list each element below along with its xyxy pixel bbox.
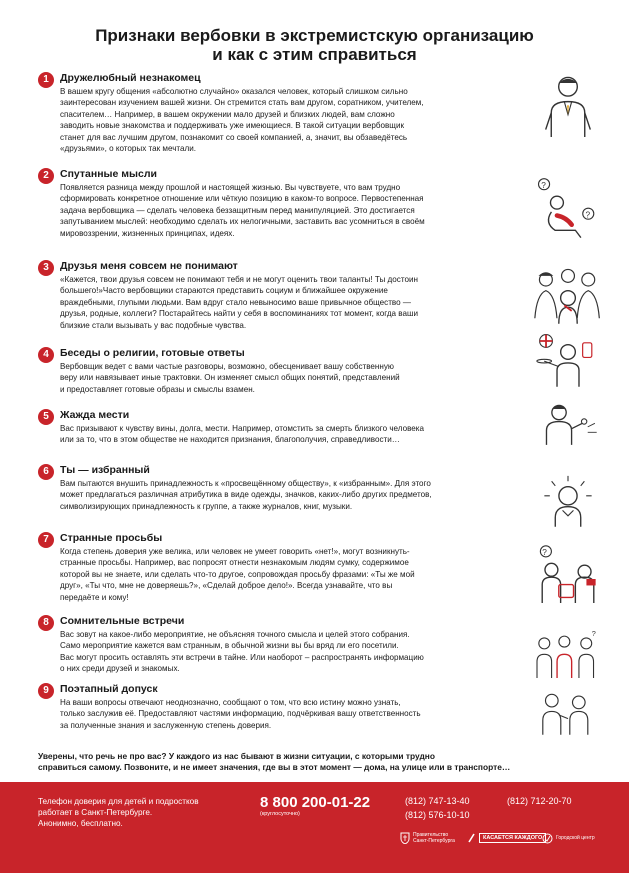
center-logo: Городской центр bbox=[542, 832, 596, 844]
item-title: Жажда мести bbox=[60, 409, 130, 421]
revenge-icon bbox=[528, 400, 608, 457]
hotline-hours: (круглосуточно) bbox=[260, 811, 300, 817]
item-number-badge: 8 bbox=[38, 615, 54, 631]
svg-text:?: ? bbox=[585, 210, 591, 220]
item-description bbox=[60, 478, 528, 512]
description-line: странные просьбы. Например, вас попросят отнести незнакомым людям сумку, содержимое bbox=[60, 558, 409, 568]
center-mark-icon bbox=[542, 833, 553, 844]
item-title: Поэтапный допуск bbox=[60, 683, 158, 695]
coat-of-arms-icon bbox=[400, 832, 410, 844]
description-line: символизирующих принадлежность к группе, а также журналов, книг, музыки. bbox=[60, 501, 353, 511]
description-line: и предоставляет готовые образы и смыслы взамен. bbox=[60, 384, 255, 394]
item-description bbox=[60, 423, 528, 446]
description-line: На ваши вопросы отвечают неоднозначно, сообщают о том, что всю истину можно узнать, bbox=[60, 698, 401, 707]
description-line: Вас призывают к чувству вины, долга, мести. Например, отомстить за смерть близкого человека bbox=[60, 424, 425, 433]
item-number-badge: 4 bbox=[38, 347, 54, 363]
description-line: Вас могут просить оставлять эти встречи в тайне. Или наоборот – распространять информацию bbox=[60, 652, 424, 662]
description-line: задача вербовщика — сделать человека беззащитным перед манипуляцией. Это достигается bbox=[60, 205, 415, 215]
item-description bbox=[60, 546, 528, 603]
contact-band bbox=[0, 782, 629, 873]
description-line: близкие стали вызывать у вас подобные чувства. bbox=[60, 320, 247, 330]
item-title: Ты — избранный bbox=[60, 464, 150, 476]
description-line: заинтересован изучением вашей жизни. Он стремится стать вам другом, соратником, учителем, bbox=[60, 98, 424, 108]
phone-2[interactable]: (812) 712-20-70 bbox=[507, 796, 572, 806]
description-line: веру или навязывает иные трактовки. Он изменяет смысл общих понятий, представлений bbox=[60, 373, 400, 383]
page-title: Признаки вербовки в экстремистскую организацию и как с этим справиться bbox=[95, 26, 534, 64]
description-line: «друзьями», о которых так мечтали. bbox=[60, 144, 197, 154]
description-line: запутыванием мыслей: необходимо сделать их нелогичными, заставить вас усомниться в своём bbox=[60, 217, 425, 227]
government-logo: Правительство Санкт-Петербурга bbox=[400, 832, 455, 844]
description-line: В вашем кругу общения «абсолютно случайно» оказался человек, который слишком сильно bbox=[60, 87, 408, 96]
description-line: может предлагаться различная атрибутика в виде одежды, значков, каких-либо других предметов, bbox=[60, 490, 432, 500]
description-line: Когда степень доверия уже велика, или человек не умеет говорить «нет!», могут возникнуть- bbox=[60, 547, 410, 556]
item-number-badge: 6 bbox=[38, 464, 54, 480]
description-line: враждебными, глупыми людьми. Вам вдруг стало невыносимо ваше привычное общество — bbox=[60, 297, 411, 307]
phone-3[interactable]: (812) 576-10-10 bbox=[405, 810, 470, 820]
campaign-mark-icon bbox=[468, 833, 476, 843]
item-title: Друзья меня совсем не понимают bbox=[60, 260, 238, 272]
strange-request-icon bbox=[528, 544, 608, 619]
campaign-logo: КАСАЕТСЯ КАЖДОГО bbox=[468, 832, 546, 844]
description-line: заводить новые знакомства и поддерживать уже имеющиеся. В такой ситуации вербовщик bbox=[60, 121, 405, 131]
item-number-badge: 2 bbox=[38, 168, 54, 184]
phone-1[interactable]: (812) 747-13-40 bbox=[405, 796, 470, 806]
description-line: мировоззрении, жизненных принципах, идеях. bbox=[60, 228, 235, 238]
item-number-badge: 9 bbox=[38, 683, 54, 699]
svg-text:?: ? bbox=[541, 180, 546, 190]
description-line: Вам пытаются внушить принадлежность к «просвещённому обществу», к «избранным». Для этого bbox=[60, 479, 431, 488]
chosen-one-icon bbox=[528, 474, 608, 539]
svg-text:?: ? bbox=[591, 629, 596, 639]
description-line: Вас зовут на какое-либо мероприятие, не объясняя точного смысла и целей этого собрания. bbox=[60, 630, 410, 639]
description-line: о них среди друзей и знакомых. bbox=[60, 664, 180, 674]
description-line: Само мероприятие кажется вам странным, в обычной жизни вы бы вряд ли его посетили. bbox=[60, 641, 399, 651]
helpline-description: Телефон доверия для детей и подростков работает в Санкт-Петербурге. Анонимно, бесплатно. bbox=[38, 797, 199, 828]
description-line: передаёте и кому! bbox=[60, 592, 129, 602]
description-line: Появляется разница между прошлой и настоящей жизнью. Вы чувствуете, что вам трудно bbox=[60, 183, 401, 192]
item-description bbox=[60, 697, 528, 731]
friendly-stranger-icon bbox=[528, 70, 608, 155]
item-number-badge: 5 bbox=[38, 409, 54, 425]
item-title: Спутанные мысли bbox=[60, 168, 157, 180]
footer-note: Уверены, что речь не про вас? У каждого из нас бывают в жизни ситуации, с которыми трудно справиться самому. Позвоните, и не имеет значения, где вы в этот момент — дома, на улице или в транспорте… bbox=[38, 751, 511, 772]
suspicious-meeting-icon bbox=[528, 627, 608, 694]
confused-person-icon bbox=[528, 175, 608, 250]
item-title: Дружелюбный незнакомец bbox=[60, 72, 201, 84]
description-line: друг», «Ты что, мне не доверяешь?», «Сделай доброе дело!». Всегда узнавайте, что вы bbox=[60, 581, 393, 591]
item-number-badge: 7 bbox=[38, 532, 54, 548]
misunderstood-friends-icon bbox=[528, 263, 608, 338]
description-line: Вербовщик ведет с вами частые разговоры, возможно, обесценивает вашу собственную bbox=[60, 362, 394, 371]
description-line: сформировать конкретное отношение или чёткую позицию в каком-то вопросе. Первостепенная bbox=[60, 194, 424, 204]
svg-text:?: ? bbox=[542, 548, 547, 558]
description-line: станет для вас лучшим другом, познакомит со своей компанией, а, значит, вы обзаведётесь bbox=[60, 132, 408, 142]
description-line: «Кажется, твои друзья совсем не понимают тебя и не могут оценить твои таланты! Ты достоин bbox=[60, 275, 418, 284]
description-line: спасителем… Например, в вашем окружении мало друзей и близких людей, вам сложно bbox=[60, 109, 395, 119]
item-title: Странные просьбы bbox=[60, 532, 163, 544]
description-line: которой вы не знаете, или сделать что-то другое, сопровождая просьбу фразами: «Ты же мой bbox=[60, 569, 415, 579]
item-description bbox=[60, 629, 528, 675]
item-number-badge: 3 bbox=[38, 260, 54, 276]
gradual-access-icon bbox=[528, 688, 608, 747]
item-description bbox=[60, 86, 528, 154]
item-description bbox=[60, 274, 528, 331]
item-description bbox=[60, 361, 528, 395]
hotline-number[interactable]: 8 800 200-01-22 bbox=[260, 794, 371, 811]
item-title: Сомнительные встречи bbox=[60, 615, 185, 627]
item-title: Беседы о религии, готовые ответы bbox=[60, 347, 245, 359]
item-description bbox=[60, 182, 528, 239]
religion-talk-icon bbox=[528, 330, 608, 400]
description-line: или за то, что в этом обществе не находится признания, благополучия, справедливости… bbox=[60, 435, 400, 445]
description-line: за полученные знания и заслуженную степень доверия. bbox=[60, 720, 272, 730]
item-number-badge: 1 bbox=[38, 72, 54, 88]
description-line: только заслужив её. Предоставляют частями информацию, подчёркивая вашу ответственность bbox=[60, 709, 421, 719]
description-line: друзья, родные, коллеги? Постарайтесь найти у себя в воспоминаниях тот момент, когда ваши bbox=[60, 309, 419, 319]
description-line: большего!»Часто вербовщики стараются представить социум и ближайшее окружение bbox=[60, 286, 388, 296]
